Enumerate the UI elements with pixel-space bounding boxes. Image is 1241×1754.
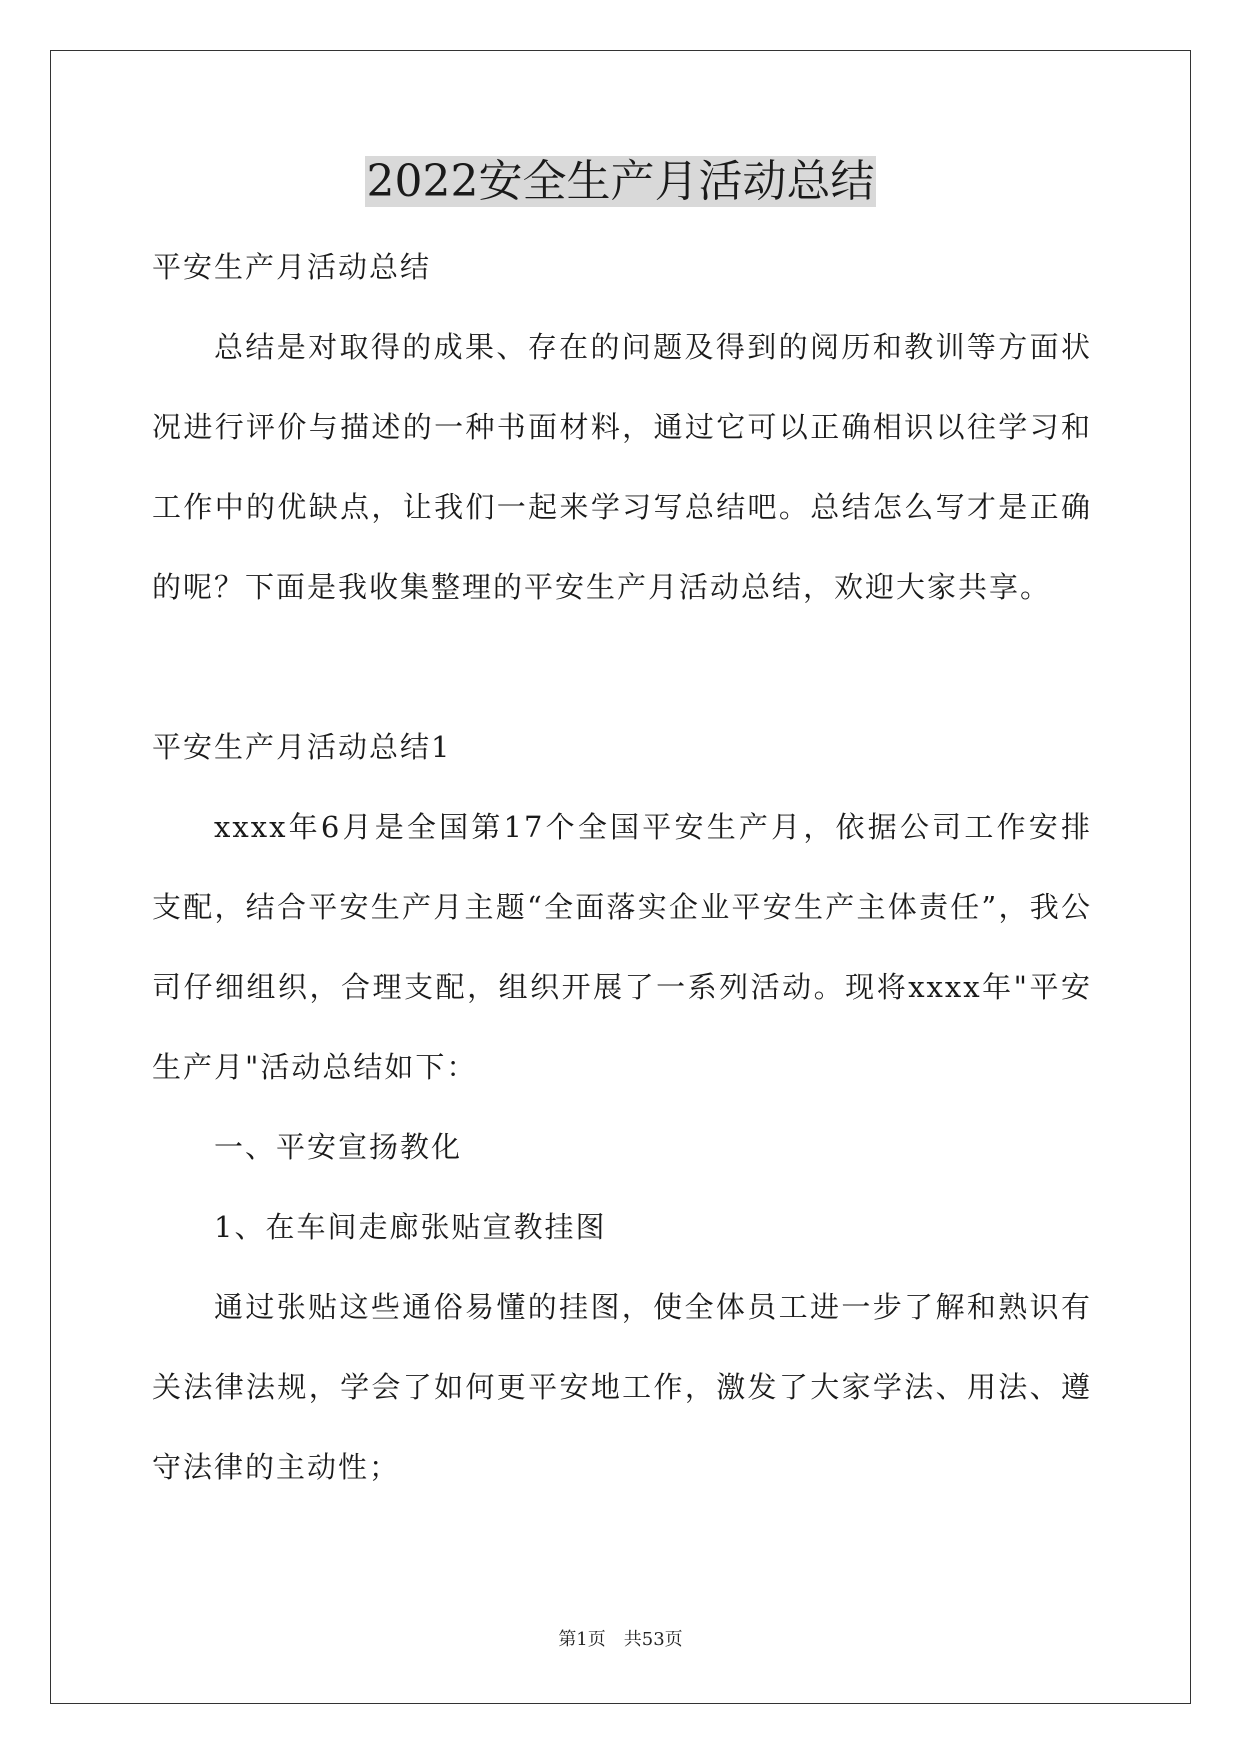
page-number: 第1页 — [558, 1629, 606, 1650]
intro-paragraph: 总结是对取得的成果、存在的问题及得到的阅历和教训等方面状况进行评价与描述的一种书面材料，通过它可以正确相识以往学习和工作中的优缺点，让我们一起来学习写总结吧。总结怎么写才是正确的呢？下面是我收集整理的平安生产月活动总结，欢迎大家共享。 — [152, 330, 1092, 604]
paragraph-1: 通过张贴这些通俗易懂的挂图，使全体员工进一步了解和熟识有关法律法规，学会了如何更平安地工作，激发了大家学法、用法、遵守法律的主动性； — [152, 1290, 1092, 1484]
subheading-1: 1、在车间走廊张贴宣教挂图 — [214, 1210, 607, 1244]
heading-1: 一、平安宣扬教化 — [214, 1130, 463, 1164]
document-body — [152, 227, 1092, 1507]
subtitle: 平安生产月活动总结 — [152, 250, 432, 284]
page-total: 共53页 — [623, 1629, 683, 1650]
page-footer — [0, 1628, 1241, 1652]
section-intro-paragraph: xxxx年6月是全国第17个全国平安生产月，依据公司工作安排支配，结合平安生产月主题“全面落实企业平安生产主体责任”，我公司仔细组织，合理支配，组织开展了一系列活动。现将xxxx年"平安生产月"活动总结如下： — [152, 810, 1092, 1084]
paragraph-spacer — [152, 627, 1092, 707]
document-title: 2022安全生产月活动总结 — [366, 156, 875, 207]
section-heading: 平安生产月活动总结1 — [152, 730, 452, 764]
